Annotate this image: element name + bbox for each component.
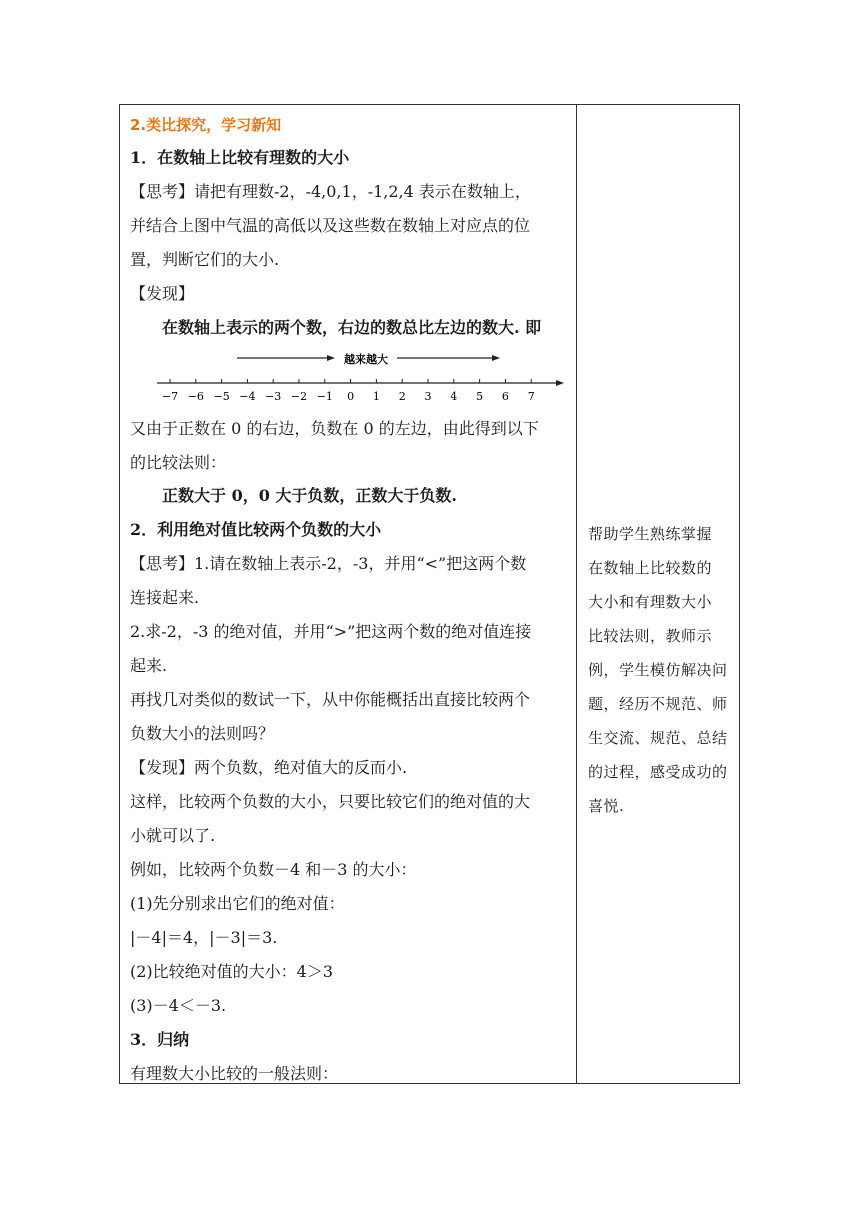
explain-line: |－4|＝4，|－3|＝3. (130, 928, 278, 947)
side-note-line: 在数轴上比较数的 (588, 559, 713, 577)
last-line: 有理数大小比较的一般法则： (130, 1064, 339, 1083)
think1-line: 置，判断它们的大小. (130, 250, 280, 269)
after-line: 的比较法则： (130, 453, 227, 472)
tick-label: 1 (372, 390, 380, 403)
tick-label: −4 (239, 390, 256, 403)
explain-line: (2)比较绝对值的大小：4＞3 (130, 962, 334, 981)
tick-label: 5 (476, 390, 484, 403)
side-note-line: 的过程，感受成功的 (588, 763, 728, 781)
tick-label: 2 (398, 390, 406, 403)
tick-label: 0 (347, 390, 355, 403)
side-note-line: 帮助学生熟练掌握 (588, 525, 713, 543)
side-note-line: 比较法则，教师示 (588, 627, 713, 645)
tick-label: −6 (187, 390, 204, 403)
side-note-line: 喜悦. (588, 797, 625, 815)
think2-line: 连接起来. (130, 588, 200, 607)
think1-line: 并结合上图中气温的高低以及这些数在数轴上对应点的位 (130, 216, 531, 235)
side-note-line: 生交流、规范、总结 (588, 729, 728, 747)
tick-label: −7 (161, 390, 179, 403)
heading-2: 2．利用绝对值比较两个负数的大小 (130, 520, 382, 539)
side-note-line: 题，经历不规范、师 (588, 695, 728, 713)
think2-line: 【思考】1.请在数轴上表示-2，-3，并用“<”把这两个数 (130, 554, 527, 573)
explain-line: 小就可以了. (130, 826, 216, 845)
think1-line: 【思考】请把有理数-2，-4,0,1，-1,2,4 表示在数轴上， (130, 182, 531, 201)
discover-label: 【发现】 (130, 284, 195, 303)
arrow-label: 越来越大 (344, 353, 388, 366)
tick-label: 3 (424, 390, 432, 403)
section-title: 2.类比探究，学习新知 (130, 116, 282, 134)
think2-line: 2.求-2，-3 的绝对值，并用“>”把这两个数的绝对值连接 (130, 622, 532, 641)
axis-arrow (556, 380, 564, 386)
tick-label: −2 (290, 390, 308, 403)
heading-3: 3．归纳 (130, 1030, 190, 1049)
arrow-left-head (327, 355, 335, 361)
explain-line: 这样，比较两个负数的大小，只要比较它们的绝对值的大 (130, 792, 531, 811)
tick-label: 6 (501, 390, 509, 403)
side-note-line: 大小和有理数大小 (588, 593, 713, 611)
think2-line: 起来. (130, 656, 168, 675)
arrow-right-head (492, 355, 500, 361)
side-note-line: 例，学生模仿解决问 (588, 661, 728, 679)
think2-line: 再找几对类似的数试一下，从中你能概括出直接比较两个 (130, 690, 531, 709)
column-divider (576, 105, 577, 1083)
discover-text: 在数轴上表示的两个数，右边的数总比左边的数大. 即 (162, 318, 542, 337)
explain-line: (1)先分别求出它们的绝对值： (130, 894, 345, 913)
lesson-table (119, 104, 740, 1084)
tick-label: −3 (265, 390, 282, 403)
tick-label: −1 (316, 390, 333, 403)
explain-line: 例如，比较两个负数－4 和－3 的大小： (130, 860, 417, 879)
explain-line: (3)－4＜－3. (130, 996, 227, 1015)
discover-2: 【发现】两个负数，绝对值大的反而小. (130, 758, 408, 777)
tick-label: 4 (450, 390, 458, 403)
tick-label: 7 (527, 390, 535, 403)
after-line: 又由于正数在 0 的右边，负数在 0 的左边，由此得到以下 (130, 419, 539, 438)
rule-1: 正数大于 0，0 大于负数，正数大于负数. (162, 486, 457, 505)
tick-label: −5 (213, 390, 230, 403)
heading-1: 1．在数轴上比较有理数的大小 (130, 148, 350, 167)
number-line (152, 353, 572, 409)
think2-line: 负数大小的法则吗？ (130, 724, 275, 743)
